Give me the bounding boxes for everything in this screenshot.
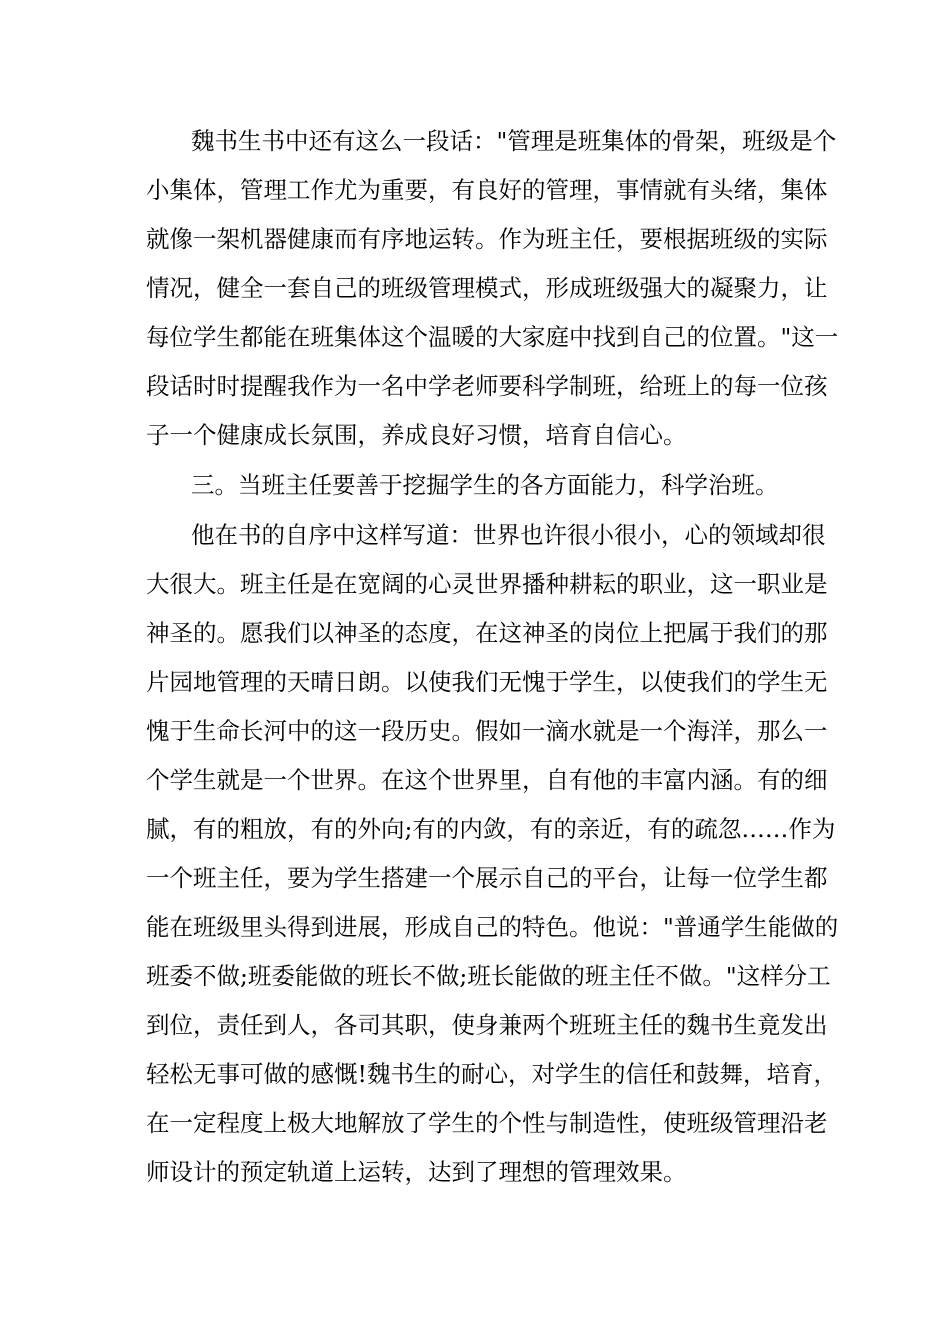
text-line: 轻松无事可做的感慨!魏书生的耐心，对学生的信任和鼓舞，培育，	[146, 1060, 837, 1088]
section-heading: 三。当班主任要善于挖掘学生的各方面能力，科学治班。	[191, 471, 779, 499]
text-line: 他在书的自序中这样写道：世界也许很小很小，心的领域却很	[191, 521, 826, 549]
text-line: 愧于生命长河中的这一段历史。假如一滴水就是一个海洋，那么一	[146, 717, 828, 745]
text-line: 班委不做;班委能做的班长不做;班长能做的班主任不做。"这样分工	[146, 962, 831, 990]
text-line: 到位，责任到人，各司其职，使身兼两个班班主任的魏书生竟发出	[146, 1011, 828, 1039]
text-line: 段话时时提醒我作为一名中学老师要科学制班，给班上的每一位孩	[146, 372, 828, 400]
text-line: 个学生就是一个世界。在这个世界里，自有他的丰富内涵。有的细	[146, 766, 828, 794]
text-line: 就像一架机器健康而有序地运转。作为班主任，要根据班级的实际	[146, 225, 828, 253]
text-line: 片园地管理的天晴日朗。以使我们无愧于学生，以使我们的学生无	[146, 668, 828, 696]
text-line: 子一个健康成长氛围，养成良好习惯，培育自信心。	[146, 421, 687, 449]
text-line: 腻，有的粗放，有的外向;有的内敛，有的亲近，有的疏忽……作为	[146, 815, 836, 843]
text-line: 大很大。班主任是在宽阔的心灵世界播种耕耘的职业，这一职业是	[146, 570, 828, 598]
text-line: 神圣的。愿我们以神圣的态度，在这神圣的岗位上把属于我们的那	[146, 619, 828, 647]
text-line: 在一定程度上极大地解放了学生的个性与制造性，使班级管理沿老	[146, 1109, 828, 1137]
text-line: 魏书生书中还有这么一段话："管理是班集体的骨架，班级是个	[191, 127, 837, 155]
text-line: 小集体，管理工作尤为重要，有良好的管理，事情就有头绪，集体	[146, 176, 828, 204]
text-line: 一个班主任，要为学生搭建一个展示自己的平台，让每一位学生都	[146, 864, 828, 892]
text-line: 能在班级里头得到进展，形成自己的特色。他说："普通学生能做的	[146, 913, 839, 941]
text-line: 师设计的预定轨道上运转，达到了理想的管理效果。	[146, 1158, 687, 1186]
text-line: 情况，健全一套自己的班级管理模式，形成班级强大的凝聚力，让	[146, 274, 828, 302]
text-line: 每位学生都能在班集体这个温暖的大家庭中找到自己的位置。"这一	[146, 323, 839, 351]
